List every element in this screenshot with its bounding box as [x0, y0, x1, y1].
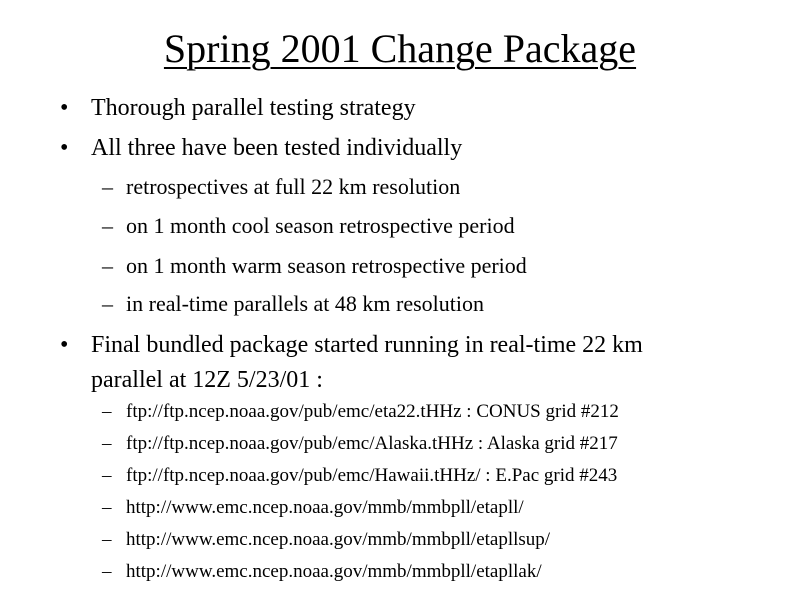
dash-marker: –: [102, 561, 112, 582]
dash-marker: –: [102, 497, 112, 518]
bullet-marker: •: [60, 95, 69, 121]
bullet-text: All three have been tested individually: [91, 135, 463, 161]
bullet-continuation: parallel at 12Z 5/23/01 :: [91, 367, 323, 393]
dash-marker: –: [102, 291, 113, 316]
bullet-text: Final bundled package started running in real-time 22 km: [91, 332, 643, 358]
link-text: http://www.emc.ncep.noaa.gov/mmb/mmbpll/etapll/: [126, 497, 524, 518]
bullet-text: Thorough parallel testing strategy: [91, 95, 416, 121]
sub-bullet-text: on 1 month warm season retrospective period: [126, 253, 527, 278]
link-text: ftp://ftp.ncep.noaa.gov/pub/emc/Hawaii.tHHz/ : E.Pac grid #243: [126, 465, 618, 486]
link-text: ftp://ftp.ncep.noaa.gov/pub/emc/eta22.tHHz : CONUS grid #212: [126, 401, 619, 422]
sub-bullet-text: retrospectives at full 22 km resolution: [126, 174, 461, 199]
dash-marker: –: [102, 465, 112, 486]
dash-marker: –: [102, 401, 112, 422]
slide-title: Spring 2001 Change Package: [163, 26, 637, 71]
bullet-marker: •: [60, 332, 69, 358]
dash-marker: –: [102, 433, 112, 454]
dash-marker: –: [102, 213, 113, 238]
sub-bullet-text: on 1 month cool season retrospective period: [126, 213, 515, 238]
dash-marker: –: [102, 174, 113, 199]
dash-marker: –: [102, 529, 112, 550]
sub-bullet-text: in real-time parallels at 48 km resolution: [126, 291, 485, 316]
dash-marker: –: [102, 253, 113, 278]
link-text: ftp://ftp.ncep.noaa.gov/pub/emc/Alaska.tHHz : Alaska grid #217: [126, 433, 618, 454]
bullet-marker: •: [60, 135, 69, 161]
link-text: http://www.emc.ncep.noaa.gov/mmb/mmbpll/etapllsup/: [126, 529, 551, 550]
link-text: http://www.emc.ncep.noaa.gov/mmb/mmbpll/etapllak/: [126, 561, 542, 582]
